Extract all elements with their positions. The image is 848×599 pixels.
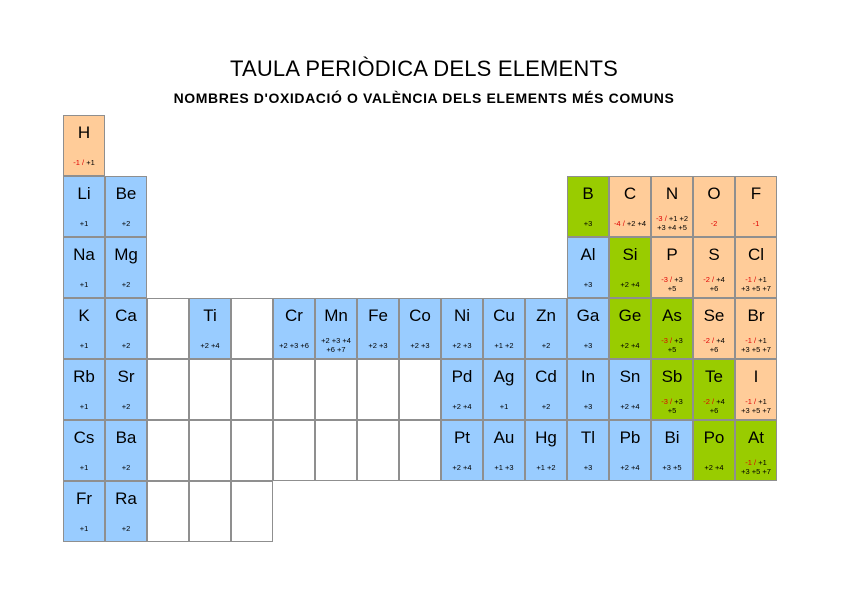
positive-oxidation-line2: +3 +5 +7 [741,406,771,415]
oxidation-states [106,333,146,357]
element-cell-cu [483,298,525,359]
oxidation-states [736,455,776,479]
element-cell-h [63,115,105,176]
element-symbol: Pt [453,428,471,447]
positive-oxidation: +3 [583,279,593,289]
oxidation-states [568,333,608,357]
oxidation-states [442,455,482,479]
oxidation-separator: / [709,336,717,345]
element-cell-mn [315,298,357,359]
element-cell-al [567,237,609,298]
oxidation-states [64,211,104,235]
empty-cell [357,420,399,481]
oxidation-states [442,333,482,357]
element-symbol: Mg [114,245,138,264]
element-cell-au [483,420,525,481]
element-symbol: Be [115,184,137,203]
positive-oxidation: +1 [79,462,89,472]
negative-oxidation: -2 [703,275,710,284]
positive-oxidation-line2: +3 +5 +7 [741,467,771,476]
element-symbol: Ba [115,428,137,447]
positive-oxidation: +1 [79,401,89,411]
element-cell-cr [273,298,315,359]
empty-cell [147,298,189,359]
positive-oxidation: +2 [121,462,131,472]
negative-oxidation: -2 [710,218,718,228]
oxidation-states [736,211,776,235]
oxidation-states [484,333,524,357]
positive-oxidation: +4 [716,336,725,345]
empty-cell [357,359,399,420]
empty-cell [399,420,441,481]
element-symbol: As [662,306,682,325]
oxidation-states [694,211,734,235]
element-symbol: Fr [75,489,93,508]
oxidation-separator: / [667,275,675,284]
oxidation-separator: / [751,458,759,467]
oxidation-states [526,455,566,479]
oxidation-states [694,272,734,296]
positive-oxidation: +4 [716,275,725,284]
empty-cell [315,420,357,481]
element-cell-mg [105,237,147,298]
empty-cell [147,359,189,420]
positive-oxidation: +2 +4 [626,218,647,228]
element-cell-ga [567,298,609,359]
positive-oxidation: +3 [674,397,683,406]
element-symbol: C [623,184,637,203]
oxidation-states [64,333,104,357]
oxidation-separator: / [709,397,717,406]
positive-oxidation: +2 +4 [620,340,640,350]
oxidation-separator: / [620,218,627,228]
positive-oxidation: +4 [716,397,725,406]
oxidation-states [484,455,524,479]
element-symbol: Tl [580,428,596,447]
element-symbol: P [666,245,678,264]
oxidation-states [652,455,692,479]
element-cell-ra [105,481,147,542]
positive-oxidation: +2 +3 [452,340,472,350]
positive-oxidation: +3 [583,462,593,472]
positive-oxidation-line2: +6 +7 [326,345,346,354]
positive-oxidation: +2 [541,340,551,350]
positive-oxidation: +2 [121,279,131,289]
element-symbol: Cl [747,245,765,264]
negative-oxidation: -1 [745,336,752,345]
page-subtitle: NOMBRES D'OXIDACIÓ O VALÈNCIA DELS ELEMENTS MÉS COMUNS [173,90,675,106]
negative-oxidation: -4 [613,218,621,228]
positive-oxidation: +1 [79,523,89,533]
oxidation-separator: / [709,275,717,284]
oxidation-states [400,333,440,357]
oxidation-separator: / [79,157,87,167]
element-symbol: At [747,428,765,447]
element-cell-se [693,298,735,359]
element-symbol: Si [622,245,638,264]
negative-oxidation: -1 [745,458,752,467]
positive-oxidation: +1 +3 [494,462,514,472]
element-symbol: Co [409,306,431,325]
empty-cell [147,481,189,542]
element-symbol: Zn [536,306,556,325]
element-cell-in [567,359,609,420]
element-cell-f [735,176,777,237]
element-cell-zn [525,298,567,359]
oxidation-states [526,394,566,418]
positive-oxidation: +2 [541,401,551,411]
element-cell-te [693,359,735,420]
element-cell-co [399,298,441,359]
oxidation-states [694,455,734,479]
positive-oxidation: +1 [758,458,767,467]
element-cell-cd [525,359,567,420]
oxidation-states [694,333,734,357]
element-symbol: B [582,184,594,203]
positive-oxidation: +3 +5 [662,462,682,472]
element-symbol: Ga [576,306,600,325]
positive-oxidation: +2 [121,340,131,350]
oxidation-states [106,211,146,235]
element-cell-pd [441,359,483,420]
element-symbol: Cu [493,306,515,325]
element-symbol: Pb [619,428,641,447]
element-symbol: Sn [619,367,641,386]
empty-cell [231,298,273,359]
oxidation-states [64,150,104,174]
element-cell-ca [105,298,147,359]
positive-oxidation: +1 [758,275,767,284]
oxidation-states [652,333,692,357]
element-cell-ag [483,359,525,420]
element-symbol: Sr [117,367,135,386]
element-cell-ge [609,298,651,359]
element-symbol: Mn [324,306,348,325]
positive-oxidation: +2 +4 [704,462,724,472]
positive-oxidation: +1 [499,401,509,411]
negative-oxidation: -1 [752,218,760,228]
positive-oxidation: +2 +3 [410,340,430,350]
empty-cell [147,420,189,481]
element-cell-pt [441,420,483,481]
positive-oxidation: +1 +2 [536,462,556,472]
element-cell-c [609,176,651,237]
element-symbol: Au [493,428,515,447]
negative-oxidation: -3 [661,397,668,406]
element-symbol: O [707,184,721,203]
oxidation-separator: / [751,275,759,284]
oxidation-states [610,455,650,479]
oxidation-separator: / [662,214,669,223]
element-symbol: Pd [451,367,473,386]
element-symbol: Ra [115,489,137,508]
negative-oxidation: -1 [745,275,752,284]
empty-cell [399,359,441,420]
element-symbol: Sb [661,367,683,386]
oxidation-states [568,211,608,235]
positive-oxidation: +2 [121,401,131,411]
oxidation-states [316,333,356,357]
element-cell-be [105,176,147,237]
positive-oxidation: +3 [583,340,593,350]
positive-oxidation: +2 [121,523,131,533]
element-cell-br [735,298,777,359]
negative-oxidation: -3 [655,214,663,223]
oxidation-states [568,272,608,296]
empty-cell [231,420,273,481]
positive-oxidation-line2: +6 [709,345,719,354]
empty-cell [189,481,231,542]
positive-oxidation: +2 +3 +6 [279,340,309,350]
oxidation-separator: / [667,397,675,406]
negative-oxidation: -1 [745,397,752,406]
element-symbol: Al [580,245,596,264]
element-cell-ba [105,420,147,481]
positive-oxidation: +1 [79,279,89,289]
oxidation-states [652,272,692,296]
element-symbol: Se [703,306,725,325]
oxidation-states [610,272,650,296]
empty-cell [273,420,315,481]
element-cell-bi [651,420,693,481]
oxidation-states [610,333,650,357]
element-symbol: N [665,184,679,203]
positive-oxidation: +1 +2 [668,214,689,223]
positive-oxidation-line2: +3 +5 +7 [741,345,771,354]
element-symbol: Cd [535,367,557,386]
positive-oxidation-line2: +3 +4 +5 [657,223,687,232]
positive-oxidation-line2: +3 +5 +7 [741,284,771,293]
element-cell-pb [609,420,651,481]
positive-oxidation: +2 +3 [368,340,388,350]
oxidation-separator: / [667,336,675,345]
element-cell-at [735,420,777,481]
element-cell-k [63,298,105,359]
oxidation-states [610,211,650,235]
oxidation-states [736,394,776,418]
element-cell-s [693,237,735,298]
oxidation-states [526,333,566,357]
positive-oxidation: +3 [583,401,593,411]
negative-oxidation: -1 [73,157,80,167]
element-symbol: H [77,123,91,142]
element-symbol: Hg [535,428,557,447]
positive-oxidation: +1 [79,218,89,228]
positive-oxidation: +1 [758,397,767,406]
positive-oxidation-line2: +6 [709,284,719,293]
oxidation-states [64,272,104,296]
element-cell-n [651,176,693,237]
oxidation-states [736,272,776,296]
element-cell-cs [63,420,105,481]
negative-oxidation: -3 [661,336,668,345]
positive-oxidation: +2 +4 [452,462,472,472]
element-symbol: Fe [368,306,388,325]
positive-oxidation-line2: +5 [667,345,677,354]
element-symbol: Ni [453,306,471,325]
element-cell-tl [567,420,609,481]
element-symbol: Rb [73,367,95,386]
negative-oxidation: -2 [703,336,710,345]
element-symbol: Ca [115,306,137,325]
oxidation-states [106,516,146,540]
element-cell-si [609,237,651,298]
oxidation-states [190,333,230,357]
element-cell-rb [63,359,105,420]
oxidation-separator: / [751,397,759,406]
element-cell-na [63,237,105,298]
element-cell-hg [525,420,567,481]
oxidation-states [64,455,104,479]
positive-oxidation: +2 +4 [620,462,640,472]
positive-oxidation: +2 +4 [620,279,640,289]
element-symbol: Na [73,245,95,264]
oxidation-states [274,333,314,357]
empty-cell [315,359,357,420]
negative-oxidation: -2 [703,397,710,406]
positive-oxidation: +1 [758,336,767,345]
element-symbol: Cs [73,428,95,447]
element-cell-po [693,420,735,481]
positive-oxidation: +3 [674,275,683,284]
element-symbol: In [580,367,596,386]
oxidation-states [442,394,482,418]
oxidation-states [106,455,146,479]
oxidation-states [64,394,104,418]
positive-oxidation-line2: +6 [709,406,719,415]
element-cell-fr [63,481,105,542]
empty-cell [189,420,231,481]
oxidation-states [358,333,398,357]
positive-oxidation: +2 +4 [452,401,472,411]
page-title: TAULA PERIÒDICA DELS ELEMENTS [229,56,619,81]
element-cell-as [651,298,693,359]
element-cell-cl [735,237,777,298]
element-cell-i [735,359,777,420]
element-symbol: Br [747,306,765,325]
positive-oxidation: +2 +3 +4 [321,336,351,345]
element-symbol: Po [703,428,725,447]
element-symbol: Ti [203,306,217,325]
element-symbol: Ge [618,306,642,325]
oxidation-states [736,333,776,357]
oxidation-states [484,394,524,418]
positive-oxidation: +1 [79,340,89,350]
positive-oxidation: +1 +2 [494,340,514,350]
empty-cell [231,359,273,420]
positive-oxidation-line2: +5 [667,284,677,293]
element-symbol: F [750,184,762,203]
element-symbol: Te [705,367,723,386]
element-cell-sn [609,359,651,420]
oxidation-states [106,272,146,296]
positive-oxidation: +2 +4 [620,401,640,411]
oxidation-states [568,455,608,479]
oxidation-states [652,211,692,235]
element-symbol: Ag [493,367,515,386]
empty-cell [189,359,231,420]
positive-oxidation: +2 +4 [200,340,220,350]
element-symbol: I [753,367,759,386]
oxidation-states [64,516,104,540]
element-symbol: S [708,245,720,264]
element-symbol: K [78,306,90,325]
positive-oxidation: +2 [121,218,131,228]
positive-oxidation-line2: +5 [667,406,677,415]
element-symbol: Bi [664,428,680,447]
element-cell-b [567,176,609,237]
positive-oxidation: +3 [674,336,683,345]
oxidation-separator: / [751,336,759,345]
element-cell-fe [357,298,399,359]
element-cell-o [693,176,735,237]
empty-cell [231,481,273,542]
element-cell-p [651,237,693,298]
oxidation-states [106,394,146,418]
oxidation-states [568,394,608,418]
oxidation-states [610,394,650,418]
element-symbol: Li [77,184,91,203]
positive-oxidation: +3 [583,218,593,228]
element-cell-ti [189,298,231,359]
element-cell-sr [105,359,147,420]
element-symbol: Cr [285,306,303,325]
element-cell-sb [651,359,693,420]
oxidation-states [694,394,734,418]
negative-oxidation: -3 [661,275,668,284]
element-cell-ni [441,298,483,359]
empty-cell [273,359,315,420]
oxidation-states [652,394,692,418]
positive-oxidation: +1 [86,157,95,167]
element-cell-li [63,176,105,237]
